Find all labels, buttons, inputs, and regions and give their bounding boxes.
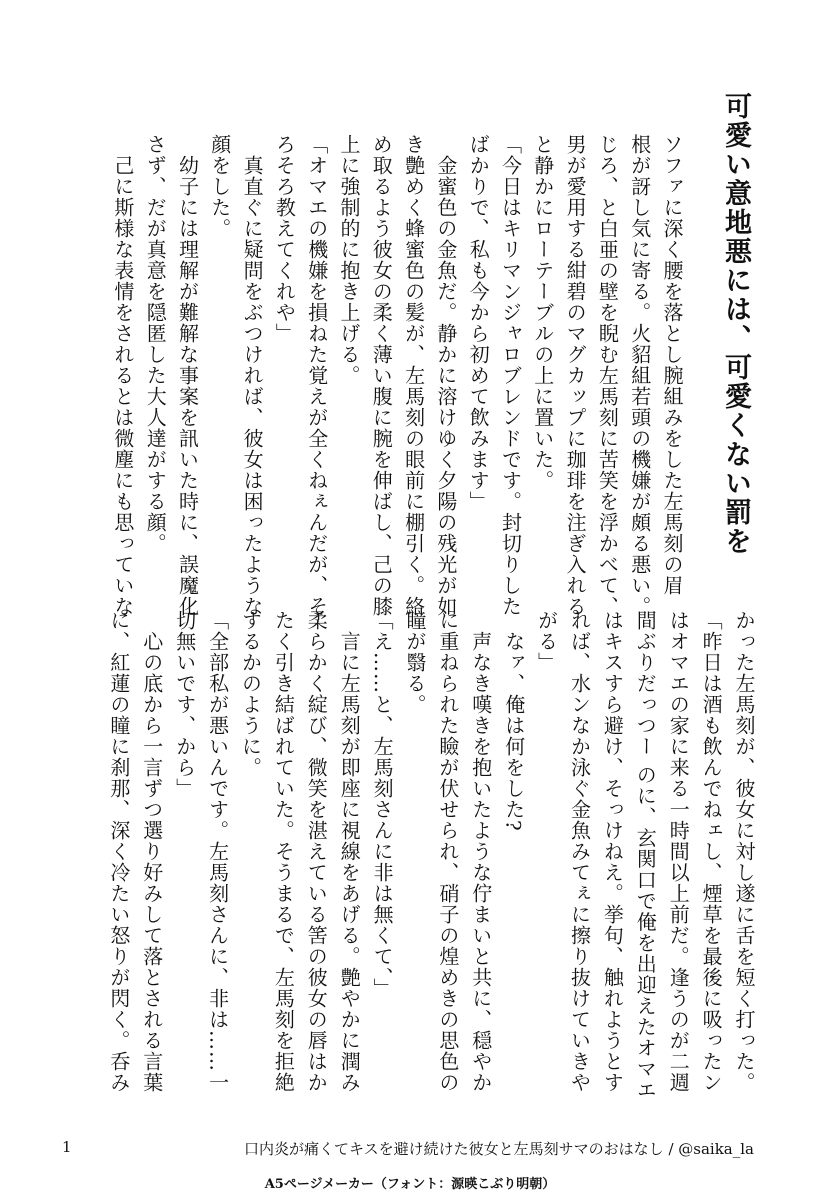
text-column: 顔をした。	[207, 134, 232, 239]
text-column: 「今日はキリマンジャロブレンドです。封切りした	[498, 134, 523, 617]
text-column: さず、だが真意を隠匿した大人達がする顔。	[143, 134, 168, 554]
text-column: たく引き結ばれていた。そうまるで、左馬刻を拒絶	[271, 610, 296, 1093]
text-column: れば、水ンなか泳ぐ金魚みてぇに擦り抜けていきや	[567, 610, 592, 1093]
page-maker-credit: A5ページメーカー（フォント：源暎こぶり明朝）	[264, 1177, 556, 1192]
text-column: ばかりで、私も今から初めて飲みます」	[466, 134, 491, 512]
text-column: 「え……と、左馬刻さんに非は無くて、」	[370, 610, 395, 999]
text-column: はオマエの家に来る一時間以上前だ。逢うのが二週	[666, 610, 691, 1093]
text-column: 上に強制的に抱き上げる。	[337, 134, 361, 386]
text-column: なァ、俺は何をした?	[501, 610, 526, 832]
text-column: 心の底から一言ずつ選り好みして落とされる言葉	[139, 610, 164, 1093]
text-column: 金蜜色の金魚だ。静かに溶けゆく夕陽の残光が如	[433, 134, 458, 617]
text-column: するかのように。	[238, 610, 263, 778]
footer-caption: 口内炎が痛くてキスを避け続けた彼女と左馬刻サマのおはなし / @saika_la	[243, 1140, 754, 1158]
text-column: め取るよう彼女の柔く薄い腹に腕を伸ばし、己の膝	[369, 134, 394, 617]
text-column: 根が訝し気に寄る。火貂組若頭の機嫌が頗る悪い。	[627, 134, 652, 617]
text-column: に、紅蓮の瞳に刹那、深く冷たい怒りが閃く。呑み	[106, 610, 131, 1093]
text-column: 柔らかく綻び、微笑を湛えている筈の彼女の唇はか	[304, 610, 329, 1093]
page-number: 1	[62, 1138, 72, 1156]
text-column: と静かにローテーブルの上に置いた。	[530, 134, 555, 491]
text-column: がる」	[534, 610, 559, 673]
text-column: 「全部私が悪いんです。左馬刻さんに、非は……一	[205, 610, 230, 1093]
text-column: 瞳が翳る。	[403, 610, 427, 715]
text-column: ろそろ教えてくれや」	[272, 134, 297, 344]
text-column: 間ぶりだっつー のに、玄関口で俺を出迎えたオマエ	[633, 610, 658, 1101]
story-title: 可愛い意地悪には、可愛くない罰を	[720, 92, 751, 556]
text-column: に重ねられた瞼が伏せられ、硝子の煌めきの思色の	[435, 610, 460, 1093]
text-column: き艶めく蜂蜜色の髪が、左馬刻の眼前に棚引く。絡	[401, 134, 426, 617]
text-column: 真直ぐに疑問をぶつければ、彼女は困ったような	[240, 134, 265, 617]
text-column: 声なき嘆きを抱いたような佇まいと共に、穏やか	[468, 610, 493, 1093]
text-column: 幼子には理解が難解な事案を訊いた時に、誤魔化	[175, 134, 200, 617]
text-column: 「オマエの機嫌を損ねた覚えが全くねぇんだが、そ	[304, 134, 329, 617]
text-column: かった左馬刻が、彼女に対し遂に舌を短く打った。	[732, 610, 756, 1093]
text-column: はキスすら避け、そっけねえ。挙句、触れようとす	[600, 610, 625, 1093]
text-column: 己に斯様な表情をされるとは微塵にも思っていな	[110, 134, 135, 617]
text-column: ソファに深く腰を落とし腕組みをした左馬刻の眉	[660, 134, 684, 596]
text-column: 言に左馬刻が即座に視線をあげる。艶やかに潤み	[337, 610, 362, 1093]
text-column: 男が愛用する紺碧のマグカップに珈琲を注ぎ入れる	[563, 134, 588, 617]
text-column: 「昨日は酒も飲んでねェし、煙草を最後に吸ったン	[699, 610, 724, 1093]
text-column: 切無いです、から」	[172, 610, 197, 799]
text-column: じろ、と白亜の壁を睨む左馬刻に苦笑を浮かべて、	[595, 134, 620, 617]
